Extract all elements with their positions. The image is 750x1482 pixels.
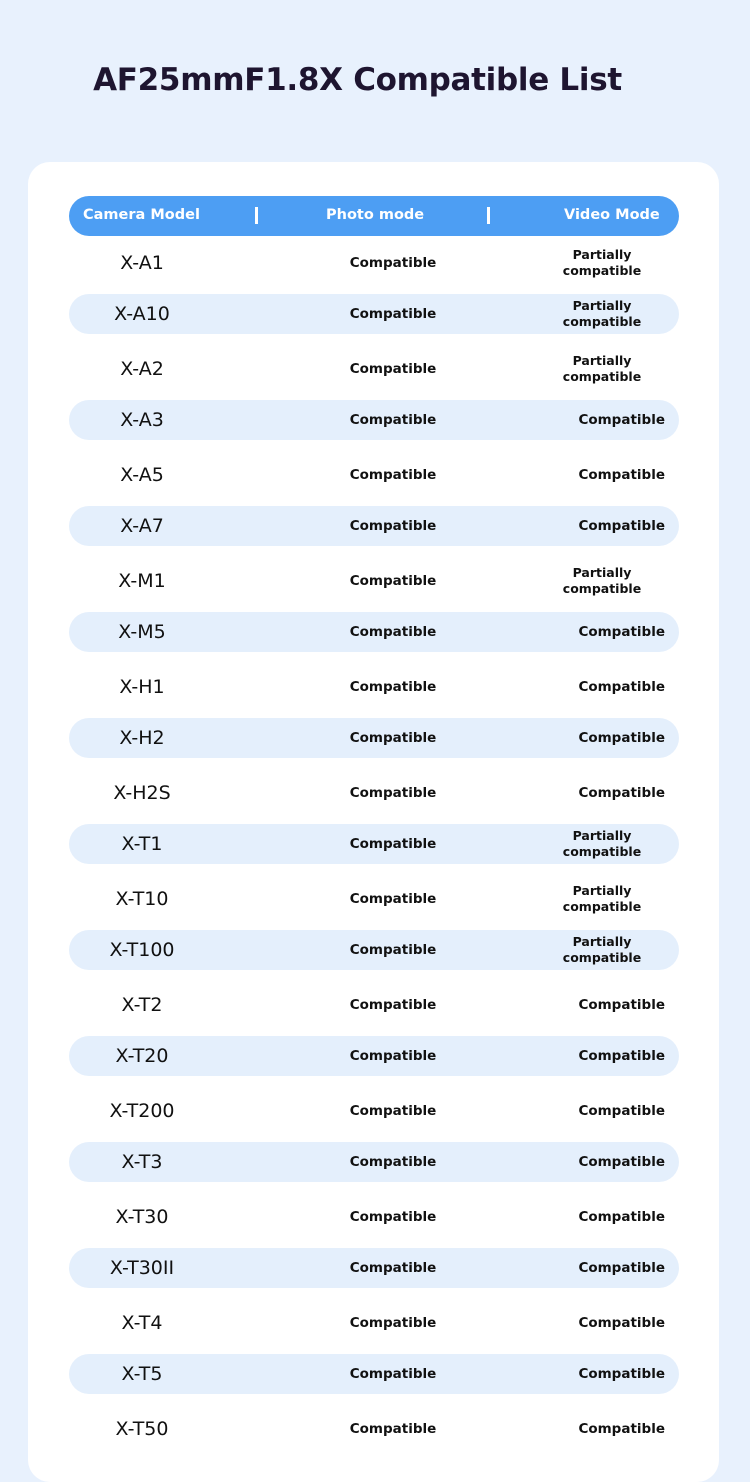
camera-model-cell: X-T2 [121, 994, 163, 1016]
camera-model-cell: X-T4 [121, 1312, 163, 1334]
video-mode-text: Partially [572, 298, 632, 313]
video-mode-cell [545, 828, 659, 860]
header-divider [255, 207, 258, 224]
video-mode-text: compatible [562, 581, 642, 596]
table-row [69, 1036, 679, 1076]
photo-mode-cell: Compatible [349, 679, 437, 695]
photo-mode-cell: Compatible [349, 1154, 437, 1170]
table-row [69, 1354, 679, 1394]
table-row [69, 506, 679, 546]
photo-mode-cell: Compatible [349, 255, 437, 271]
photo-mode-cell: Compatible [349, 467, 437, 483]
table-row [69, 349, 679, 389]
photo-mode-cell: Compatible [349, 942, 437, 958]
camera-model-cell: X-M5 [118, 621, 166, 643]
video-mode-text: compatible [562, 950, 642, 965]
video-mode-cell [539, 1197, 665, 1237]
photo-mode-cell: Compatible [349, 785, 437, 801]
photo-mode-cell: Compatible [349, 1421, 437, 1437]
video-mode-text: Compatible [578, 1209, 665, 1225]
table-row [69, 930, 679, 970]
video-mode-cell [539, 455, 665, 495]
camera-model-cell: X-A3 [120, 409, 164, 431]
video-mode-cell [545, 247, 659, 279]
photo-mode-cell: Compatible [349, 306, 437, 322]
video-mode-text: Compatible [578, 1154, 665, 1170]
camera-model-cell: X-A2 [120, 358, 164, 380]
video-mode-text: Compatible [578, 624, 665, 640]
table-row [69, 400, 679, 440]
table-row [69, 773, 679, 813]
camera-model-cell: X-T5 [121, 1363, 163, 1385]
camera-model-cell: X-T3 [121, 1151, 163, 1173]
video-mode-text: compatible [562, 263, 642, 278]
video-mode-cell [539, 1248, 665, 1288]
table-row [69, 561, 679, 601]
video-mode-text: Partially [572, 828, 632, 843]
photo-mode-cell: Compatible [349, 1366, 437, 1382]
video-mode-text: Partially [572, 883, 632, 898]
photo-mode-cell: Compatible [349, 624, 437, 640]
camera-model-cell: X-T30II [109, 1257, 175, 1279]
header-divider [487, 207, 490, 224]
video-mode-cell [539, 718, 665, 758]
video-mode-text: Compatible [578, 997, 665, 1013]
video-mode-cell [539, 1142, 665, 1182]
table-row [69, 1303, 679, 1343]
photo-mode-cell: Compatible [349, 997, 437, 1013]
table-row [69, 879, 679, 919]
video-mode-text: Compatible [578, 467, 665, 483]
video-mode-cell [539, 1036, 665, 1076]
table-row [69, 824, 679, 864]
camera-model-cell: X-T1 [121, 833, 163, 855]
table-row [69, 243, 679, 283]
video-mode-cell [545, 298, 659, 330]
camera-model-cell: X-H1 [119, 676, 165, 698]
table-header [69, 196, 679, 236]
video-mode-cell [539, 1409, 665, 1449]
video-mode-text: compatible [562, 314, 642, 329]
camera-model-cell: X-H2 [119, 727, 165, 749]
camera-model-cell: X-T200 [109, 1100, 175, 1122]
video-mode-text: Compatible [578, 730, 665, 746]
table-row [69, 718, 679, 758]
photo-mode-cell: Compatible [349, 1103, 437, 1119]
photo-mode-cell: Compatible [349, 573, 437, 589]
camera-model-cell: X-T20 [115, 1045, 169, 1067]
video-mode-text: Partially [572, 565, 632, 580]
camera-model-cell: X-A7 [120, 515, 164, 537]
video-mode-text: Compatible [578, 679, 665, 695]
video-mode-text: compatible [562, 899, 642, 914]
camera-model-cell: X-A5 [120, 464, 164, 486]
video-mode-cell [545, 565, 659, 597]
photo-mode-cell: Compatible [349, 1209, 437, 1225]
video-mode-text: Compatible [578, 1048, 665, 1064]
video-mode-cell [545, 883, 659, 915]
camera-model-cell: X-T30 [115, 1206, 169, 1228]
table-row [69, 455, 679, 495]
table-row [69, 1197, 679, 1237]
video-mode-cell [539, 612, 665, 652]
table-row [69, 294, 679, 334]
video-mode-cell [545, 934, 659, 966]
photo-mode-cell: Compatible [349, 730, 437, 746]
video-mode-cell [539, 667, 665, 707]
video-mode-cell [545, 353, 659, 385]
camera-model-cell: X-H2S [113, 782, 171, 804]
table-row [69, 1409, 679, 1449]
camera-model-cell: X-M1 [118, 570, 166, 592]
photo-mode-cell: Compatible [349, 412, 437, 428]
header-video-mode: Video Mode [564, 207, 660, 223]
compatibility-table [69, 243, 679, 1449]
camera-model-cell: X-A1 [120, 252, 164, 274]
video-mode-cell [539, 985, 665, 1025]
photo-mode-cell: Compatible [349, 1048, 437, 1064]
video-mode-cell [539, 400, 665, 440]
video-mode-text: compatible [562, 844, 642, 859]
photo-mode-cell: Compatible [349, 1315, 437, 1331]
table-row [69, 1248, 679, 1288]
header-photo-mode: Photo mode [326, 207, 425, 223]
video-mode-text: compatible [562, 369, 642, 384]
photo-mode-cell: Compatible [349, 361, 437, 377]
photo-mode-cell: Compatible [349, 836, 437, 852]
photo-mode-cell: Compatible [349, 518, 437, 534]
camera-model-cell: X-A10 [114, 303, 170, 325]
camera-model-cell: X-T10 [115, 888, 169, 910]
camera-model-cell: X-T50 [115, 1418, 169, 1440]
camera-model-cell: X-T100 [109, 939, 175, 961]
photo-mode-cell: Compatible [349, 1260, 437, 1276]
video-mode-text: Compatible [578, 1260, 665, 1276]
video-mode-text: Partially [572, 247, 632, 262]
video-mode-cell [539, 773, 665, 813]
video-mode-text: Partially [572, 353, 632, 368]
video-mode-cell [539, 1303, 665, 1343]
video-mode-text: Compatible [578, 1421, 665, 1437]
video-mode-text: Compatible [578, 1366, 665, 1382]
video-mode-cell [539, 1091, 665, 1131]
video-mode-text: Compatible [578, 518, 665, 534]
video-mode-text: Compatible [578, 785, 665, 801]
photo-mode-cell: Compatible [349, 891, 437, 907]
table-row [69, 667, 679, 707]
video-mode-cell [539, 1354, 665, 1394]
header-camera-model: Camera Model [83, 207, 200, 223]
table-row [69, 985, 679, 1025]
table-row [69, 1091, 679, 1131]
table-row [69, 612, 679, 652]
video-mode-text: Compatible [578, 1315, 665, 1331]
video-mode-text: Partially [572, 934, 632, 949]
video-mode-text: Compatible [578, 1103, 665, 1119]
table-row [69, 1142, 679, 1182]
page-title: AF25mmF1.8X Compatible List [93, 62, 622, 98]
video-mode-cell [539, 506, 665, 546]
video-mode-text: Compatible [578, 412, 665, 428]
